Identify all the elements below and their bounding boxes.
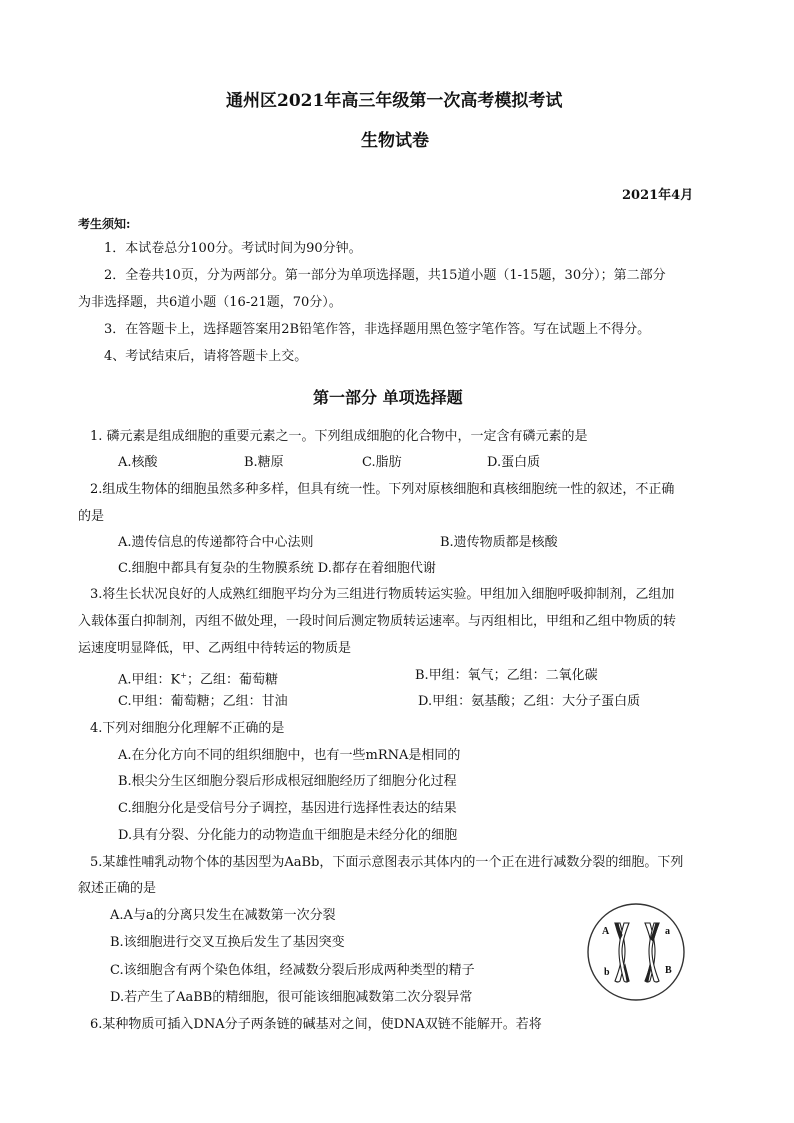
q2-stem-2: 的是: [78, 509, 105, 524]
q2-option-cd: C.细胞中都具有复杂的生物膜系统 D.都存在着细胞代谢: [118, 561, 436, 576]
q4-option-c: C.细胞分化是受信号分子调控，基因进行选择性表达的结果: [118, 801, 457, 816]
allele-label-b: b: [604, 967, 610, 978]
q1-option-a: A.核酸: [118, 455, 158, 470]
q3-option-a-sup: +: [180, 671, 187, 680]
allele-label-A: A: [602, 926, 610, 937]
notice-item-1: 1．本试卷总分100分。考试时间为90分钟。: [104, 241, 362, 256]
q3-option-d: D.甲组：氨基酸；乙组：大分子蛋白质: [418, 694, 641, 709]
q1-option-c: C.脂肪: [362, 455, 402, 470]
q6-stem: 6.某种物质可插入DNA分子两条链的碱基对之间，使DNA双链不能解开。若将: [90, 1017, 542, 1032]
q5-option-c: C.该细胞含有两个染色体组，经减数分裂后形成两种类型的精子: [110, 963, 475, 978]
q1-option-d: D.蛋白质: [487, 455, 541, 470]
q5-option-a: A.A与a的分离只发生在减数第一次分裂: [110, 908, 336, 923]
q5-option-b: B.该细胞进行交叉互换后发生了基因突变: [110, 935, 345, 950]
q5-stem-1: 5.某雄性哺乳动物个体的基因型为AaBb，下面示意图表示其体内的一个正在进行减数分裂的细胞。下列: [90, 855, 684, 870]
exam-title: 通州区2021年高三年级第一次高考模拟考试: [226, 91, 563, 111]
exam-date: 2021年4月: [622, 188, 694, 203]
notice-item-4: 4、考试结束后，请将答题卡上交。: [104, 349, 308, 364]
section-heading: 第一部分 单项选择题: [313, 388, 463, 407]
q5-stem-2: 叙述正确的是: [78, 881, 157, 896]
notice-item-2-cont: 为非选择题，共6道小题（16-21题，70分）。: [78, 295, 342, 310]
q4-option-d: D.具有分裂、分化能力的动物造血干细胞是未经分化的细胞: [118, 828, 458, 843]
chromosome-pair-left: [615, 923, 629, 982]
q1-stem: 1. 磷元素是组成细胞的重要元素之一。下列组成细胞的化合物中，一定含有磷元素的是: [90, 429, 588, 444]
q4-option-b: B.根尖分生区细胞分裂后形成根冠细胞经历了细胞分化过程: [118, 774, 457, 789]
allele-label-B: B: [665, 965, 672, 976]
q4-option-a: A.在分化方向不同的组织细胞中，也有一些mRNA是相同的: [118, 748, 461, 763]
q3-stem-2: 入载体蛋白抑制剂，丙组不做处理，一段时间后测定物质转运速率。与丙组相比，甲组和乙组中物质的转: [78, 614, 677, 629]
q3-option-b: B.甲组：氧气；乙组：二氧化碳: [415, 668, 598, 683]
q3-option-a-post: ；乙组：葡萄糖: [186, 672, 278, 688]
q1-option-b: B.糖原: [244, 455, 284, 470]
q3-option-c: C.甲组：葡萄糖；乙组：甘油: [118, 694, 288, 709]
meiosis-cell-diagram: [585, 901, 687, 1003]
cell-membrane: [588, 904, 684, 1000]
notice-heading: 考生须知:: [78, 217, 131, 231]
q3-stem-3: 运速度明显降低，甲、乙两组中待转运的物质是: [78, 641, 352, 656]
notice-item-2: 2．全卷共10页，分为两部分。第一部分为单项选择题，共15道小题（1-15题，30分）；第二部分: [104, 268, 666, 283]
q3-option-a-pre: A.甲组：K: [118, 672, 181, 688]
q3-stem-1: 3.将生长状况良好的人成熟红细胞平均分为三组进行物质转运实验。甲组加入细胞呼吸抑制剂，乙组加: [90, 587, 675, 602]
q4-stem: 4.下列对细胞分化理解不正确的是: [90, 721, 285, 736]
exam-subtitle: 生物试卷: [361, 131, 429, 151]
q2-stem-1: 2.组成生物体的细胞虽然多种多样，但具有统一性。下列对原核细胞和真核细胞统一性的叙述，不正确: [90, 482, 675, 497]
chromosome-pair-right: [645, 923, 659, 982]
q2-option-a: A.遗传信息的传递都符合中心法则: [118, 535, 314, 550]
q5-option-d: D.若产生了AaBB的精细胞，很可能该细胞减数第二次分裂异常: [110, 990, 473, 1005]
notice-item-3: 3．在答题卡上，选择题答案用2B铅笔作答，非选择题用黑色签字笔作答。写在试题上不得分。: [104, 322, 651, 337]
allele-label-a: a: [665, 926, 670, 937]
q3-option-a: [118, 668, 278, 688]
q2-option-b: B.遗传物质都是核酸: [440, 535, 558, 550]
